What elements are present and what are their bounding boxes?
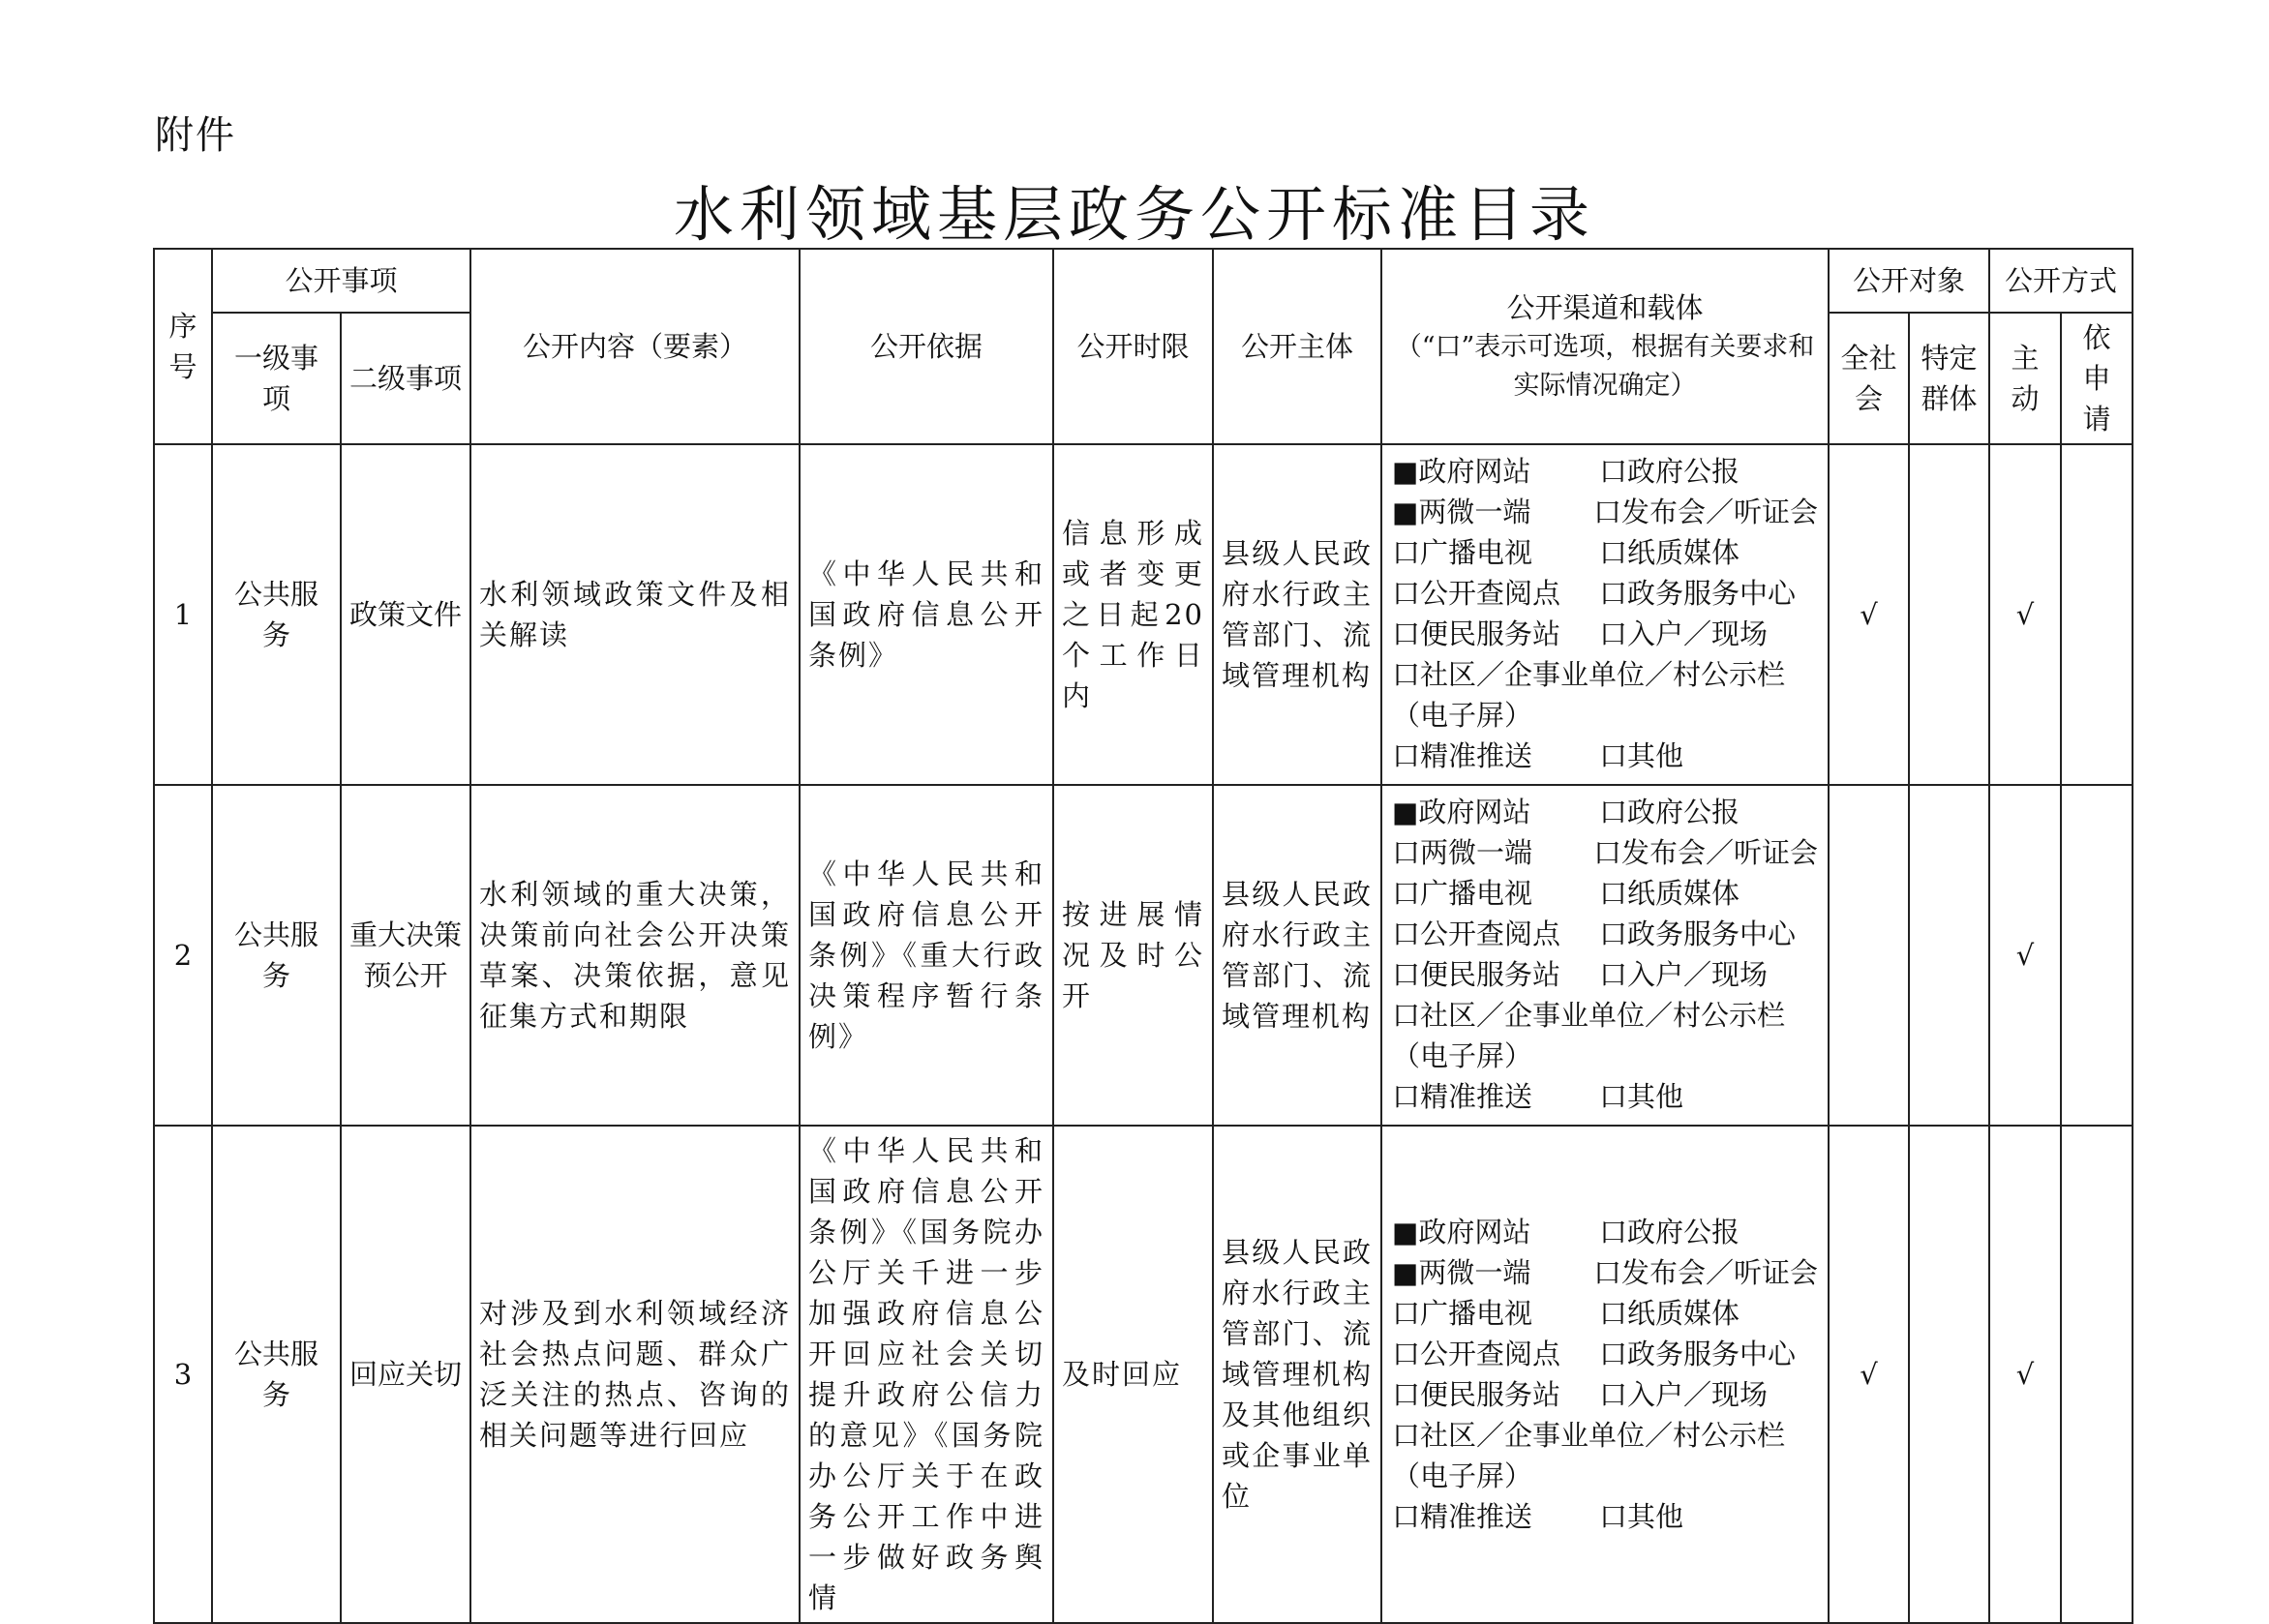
channel-option: 口发布会／听证会 xyxy=(1593,1256,1819,1289)
channel-option: 口便民服务站 xyxy=(1392,1378,1561,1411)
table-row xyxy=(154,785,2133,1126)
channel-option: 口入户／现场 xyxy=(1599,1378,1769,1411)
row-target-specific xyxy=(1909,1126,1989,1623)
header-channels xyxy=(1381,249,1829,444)
channel-option: 口精准推送 xyxy=(1392,739,1533,772)
channel-option: 口纸质媒体 xyxy=(1599,536,1740,569)
channel-option: 口便民服务站 xyxy=(1392,617,1561,650)
row-mode-request xyxy=(2061,444,2133,785)
channel-option: 口社区／企事业单位／村公示栏（电子屏） xyxy=(1392,1419,1786,1492)
header-level2: 二级事项 xyxy=(341,313,470,444)
channel-option: 口广播电视 xyxy=(1392,536,1533,569)
header-seq: 序号 xyxy=(154,249,212,444)
row-seq: 1 xyxy=(154,444,212,785)
row-seq: 2 xyxy=(154,785,212,1126)
channel-option: 口发布会／听证会 xyxy=(1593,836,1819,869)
header-mode-request: 依申请 xyxy=(2061,313,2133,444)
header-channels-title: 公开渠道和载体 xyxy=(1506,291,1704,324)
row-channels xyxy=(1381,785,1829,1126)
row-level2: 重大决策预公开 xyxy=(341,785,470,1126)
page-title: 水利领域基层政务公开标准目录 xyxy=(673,179,1595,250)
header-matters: 公开事项 xyxy=(212,249,470,313)
row-time-limit: 及时回应 xyxy=(1053,1126,1213,1623)
row-content: 水利领域政策文件及相关解读 xyxy=(470,444,800,785)
channel-option: 口两微一端 xyxy=(1392,836,1533,869)
channel-option: 口政府公报 xyxy=(1599,796,1740,828)
row-level1: 公共服务 xyxy=(212,1126,341,1623)
channel-option: 口广播电视 xyxy=(1392,877,1533,910)
channel-option: 口其他 xyxy=(1599,1080,1684,1113)
channel-option: 口便民服务站 xyxy=(1392,958,1561,991)
header-channels-note: （“口”表示可选项，根据有关要求和实际情况确定） xyxy=(1395,332,1815,401)
row-target-specific xyxy=(1909,785,1989,1126)
row-mode-active: √ xyxy=(1989,1126,2061,1623)
channel-option: 口政务服务中心 xyxy=(1599,1338,1797,1370)
channel-option: 口政府公报 xyxy=(1599,1216,1740,1248)
header-subject: 公开主体 xyxy=(1213,249,1381,444)
row-mode-request xyxy=(2061,1126,2133,1623)
channel-option: 口纸质媒体 xyxy=(1599,877,1740,910)
header-target-specific: 特定群体 xyxy=(1909,313,1989,444)
row-level1: 公共服务 xyxy=(212,444,341,785)
row-time-limit: 信息形成或者变更之日起20个工作日内 xyxy=(1053,444,1213,785)
channel-option: 口其他 xyxy=(1599,739,1684,772)
channel-option: 口政府公报 xyxy=(1599,455,1740,488)
channel-option: 口纸质媒体 xyxy=(1599,1297,1740,1330)
channel-option: 口公开查阅点 xyxy=(1392,917,1561,950)
row-target-all: √ xyxy=(1829,1126,1909,1623)
header-content: 公开内容（要素） xyxy=(470,249,800,444)
channel-option: 口社区／企事业单位／村公示栏（电子屏） xyxy=(1392,658,1786,732)
row-target-specific xyxy=(1909,444,1989,785)
row-subject: 县级人民政府水行政主管部门、流域管理机构 xyxy=(1213,785,1381,1126)
channel-option: 口精准推送 xyxy=(1392,1500,1533,1533)
header-mode-active: 主动 xyxy=(1989,313,2061,444)
header-time-limit: 公开时限 xyxy=(1053,249,1213,444)
row-channels xyxy=(1381,444,1829,785)
channel-option: 口发布会／听证会 xyxy=(1593,496,1819,528)
channel-option: ■政府网站 xyxy=(1392,1216,1531,1248)
channel-option: 口广播电视 xyxy=(1392,1297,1533,1330)
catalog-table xyxy=(153,248,2133,1624)
row-target-all xyxy=(1829,785,1909,1126)
channel-option: 口精准推送 xyxy=(1392,1080,1533,1113)
row-mode-active: √ xyxy=(1989,444,2061,785)
row-basis: 《中华人民共和国政府信息公开条例》《国务院办公厅关千进一步加强政府信息公开回应社会关切提升政府公信力的意见》《国务院办公厅关于在政务公开工作中进一步做好政务舆情 xyxy=(800,1126,1053,1623)
header-target-all: 全社会 xyxy=(1829,313,1909,444)
channel-option: ■两微一端 xyxy=(1392,496,1531,528)
row-content: 水利领域的重大决策，决策前向社会公开决策草案、决策依据，意见征集方式和期限 xyxy=(470,785,800,1126)
table-row xyxy=(154,444,2133,785)
row-subject: 县级人民政府水行政主管部门、流域管理机构 xyxy=(1213,444,1381,785)
row-seq: 3 xyxy=(154,1126,212,1623)
row-mode-request xyxy=(2061,785,2133,1126)
channel-option: 口公开查阅点 xyxy=(1392,1338,1561,1370)
row-mode-active: √ xyxy=(1989,785,2061,1126)
header-target: 公开对象 xyxy=(1829,249,1989,313)
row-basis: 《中华人民共和国政府信息公开条例》《重大行政决策程序暂行条例》 xyxy=(800,785,1053,1126)
row-time-limit: 按进展情况及时公开 xyxy=(1053,785,1213,1126)
channel-option: 口政务服务中心 xyxy=(1599,577,1797,610)
row-level2: 回应关切 xyxy=(341,1126,470,1623)
row-content: 对涉及到水利领域经济社会热点问题、群众广泛关注的热点、咨询的相关问题等进行回应 xyxy=(470,1126,800,1623)
channel-option: 口政务服务中心 xyxy=(1599,917,1797,950)
row-subject: 县级人民政府水行政主管部门、流域管理机构及其他组织或企事业单位 xyxy=(1213,1126,1381,1623)
row-channels xyxy=(1381,1126,1829,1623)
channel-option: 口其他 xyxy=(1599,1500,1684,1533)
table-row xyxy=(154,1126,2133,1623)
channel-option: 口社区／企事业单位／村公示栏（电子屏） xyxy=(1392,999,1786,1072)
header-basis: 公开依据 xyxy=(800,249,1053,444)
channel-option: 口入户／现场 xyxy=(1599,958,1769,991)
row-level2: 政策文件 xyxy=(341,444,470,785)
row-basis: 《中华人民共和国政府信息公开条例》 xyxy=(800,444,1053,785)
channel-option: ■两微一端 xyxy=(1392,1256,1531,1289)
attachment-label: 附件 xyxy=(155,113,236,158)
channel-option: ■政府网站 xyxy=(1392,455,1531,488)
header-level1: 一级事项 xyxy=(212,313,341,444)
channel-option: 口入户／现场 xyxy=(1599,617,1769,650)
header-mode: 公开方式 xyxy=(1989,249,2133,313)
channel-option: ■政府网站 xyxy=(1392,796,1531,828)
row-level1: 公共服务 xyxy=(212,785,341,1126)
channel-option: 口公开查阅点 xyxy=(1392,577,1561,610)
row-target-all: √ xyxy=(1829,444,1909,785)
